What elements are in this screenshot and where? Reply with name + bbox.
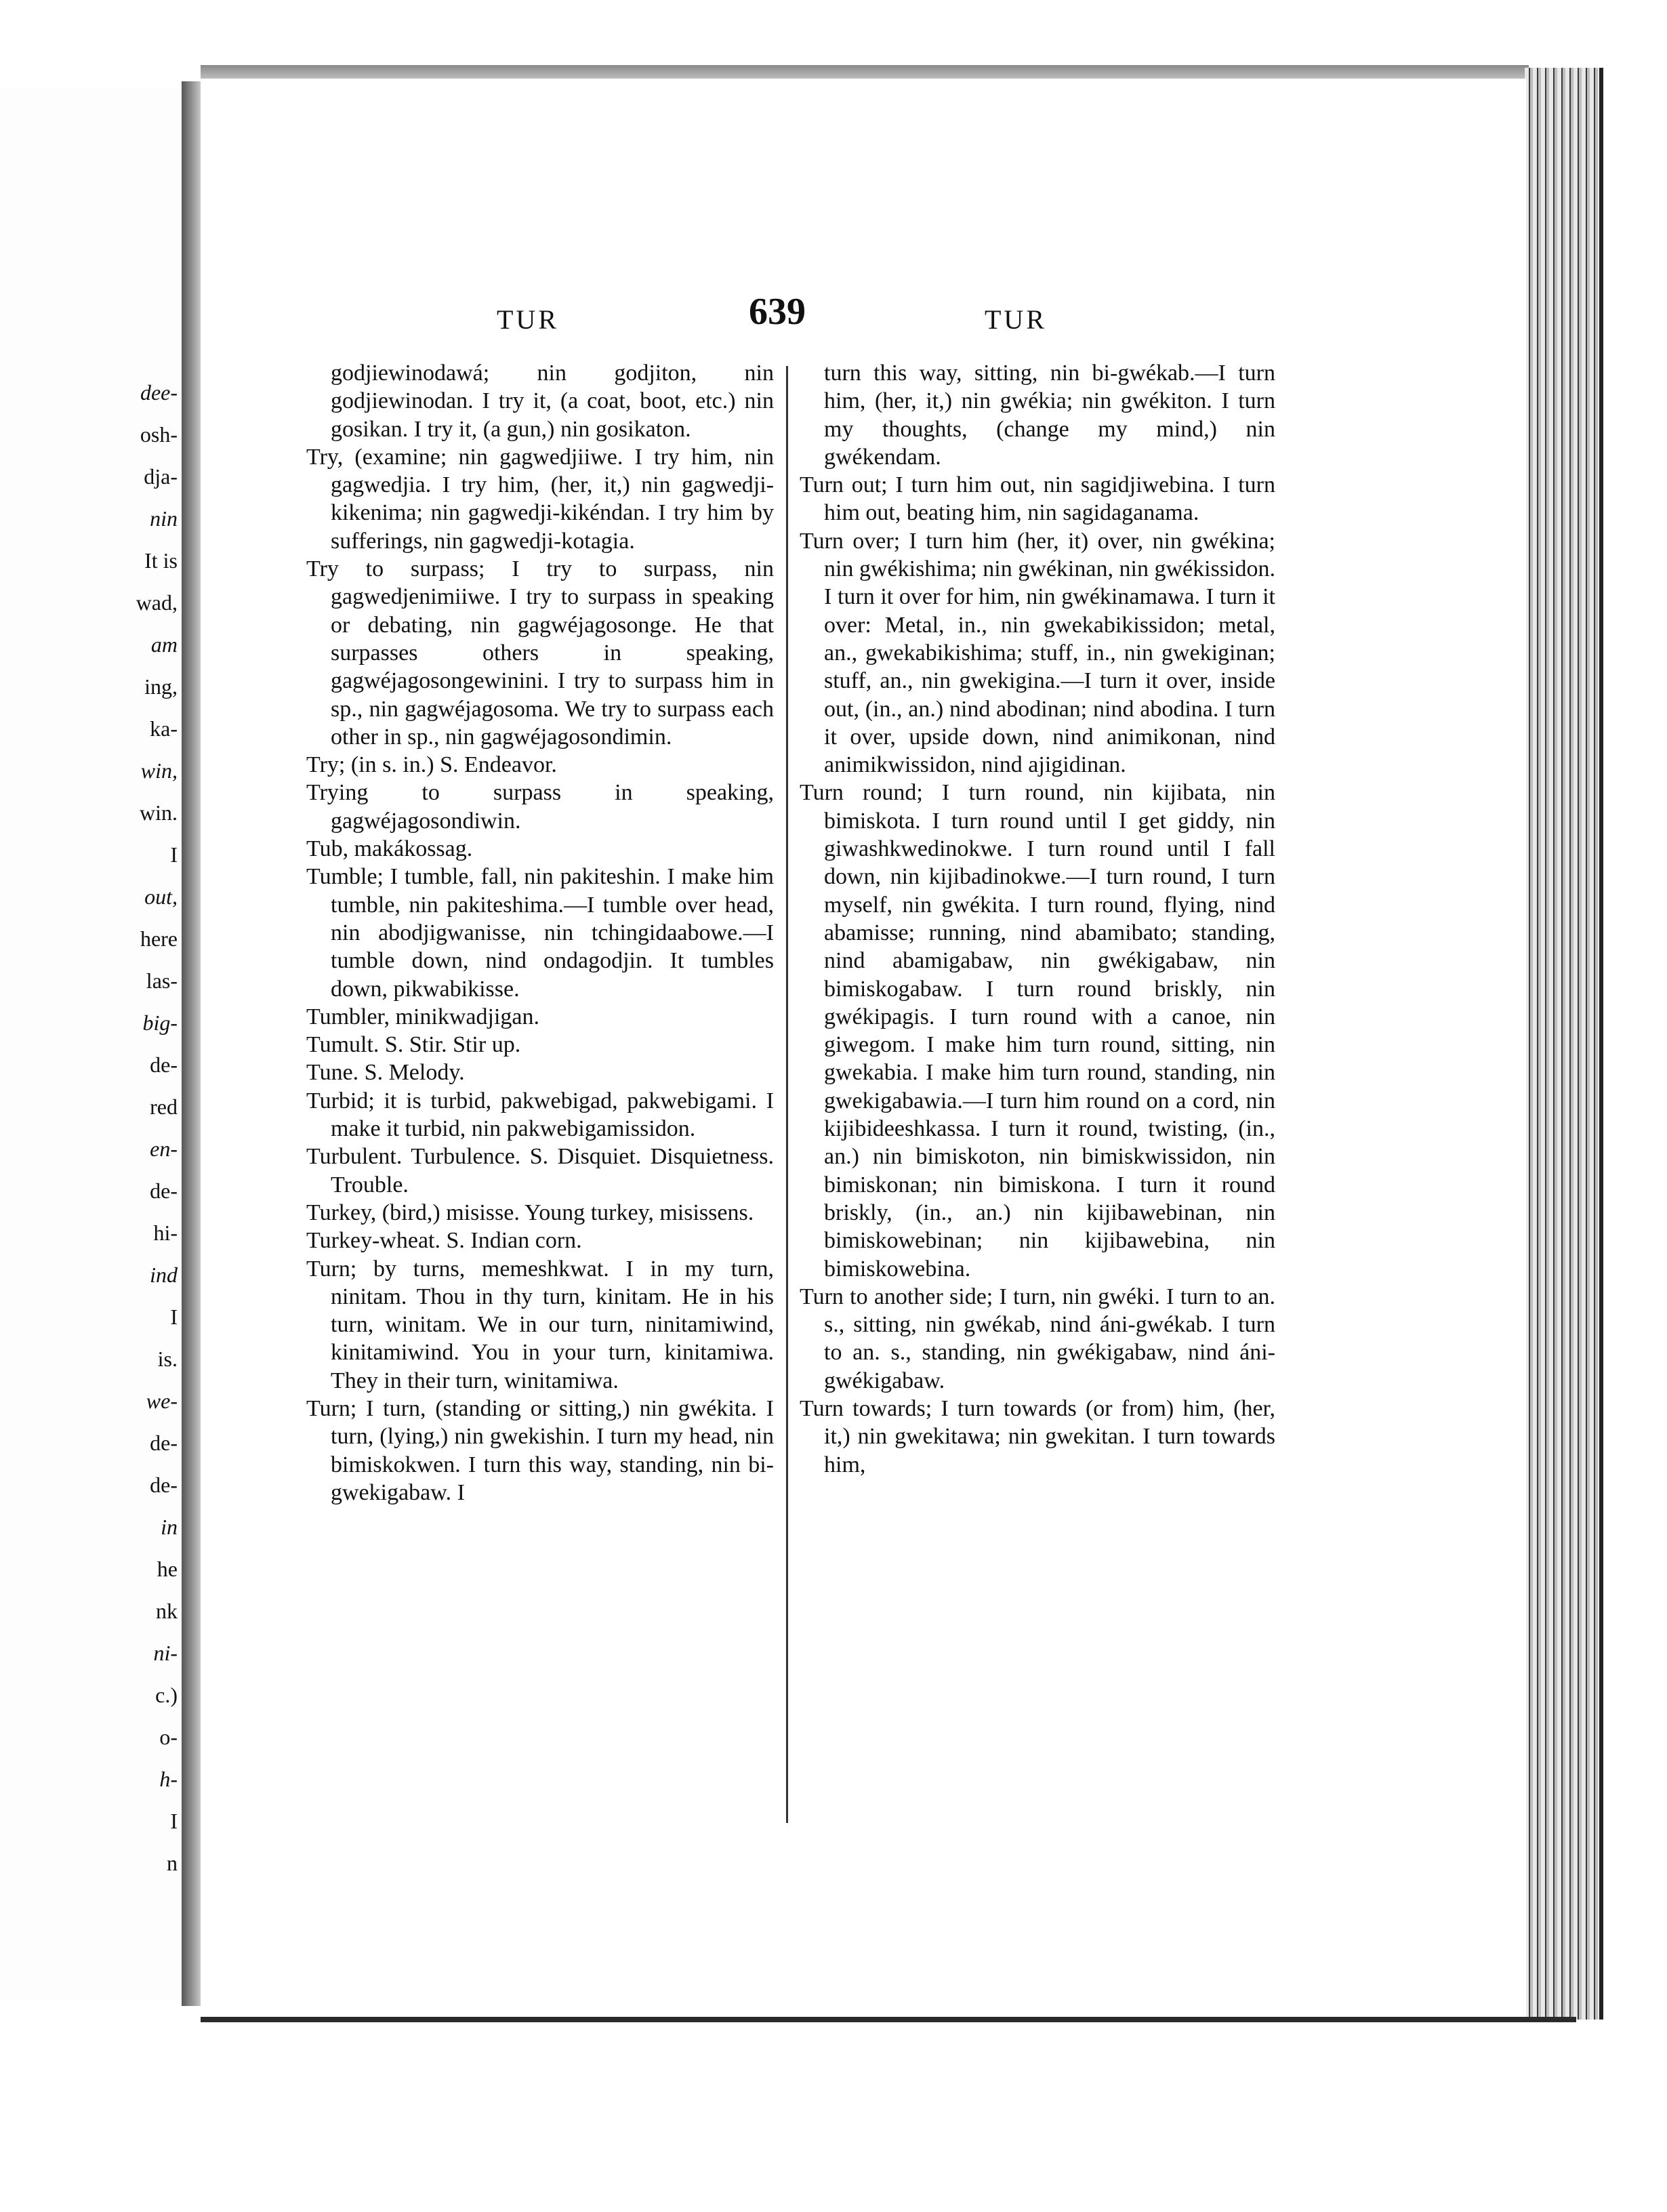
left-page-fragment: en- [150,1136,178,1161]
left-page-fragment: he [157,1557,178,1581]
dictionary-entry: Turn over; I turn him (her, it) over, nin gwékina; nin gwékishima; nin gwékinan, nin gwékissidon. I turn it over for him, nin gwékinamawa. I turn it over: Metal, in., nin gwekabikissidon; metal, an., gwekabikishima; stuff, in., nin gwekiginan; stuff, an., nin gwekigina.—I turn it over, inside out, (in., an.) nind abodinan; nind abodina. I turn it over, upside down, nind animikonan, nind animikwissidon, nind ajigidinan. [800,528,1275,778]
dictionary-entry: Turn; by turns, memeshkwat. I in my turn, ninitam. Thou in thy turn, kinitam. He in his turn, winitam. We in our turn, ninitamiwind, kinitamiwind. You in your turn, kinitamiwa. They in their turn, winitamiwa. [306,1256,774,1393]
dictionary-entry: Tune. S. Melody. [306,1060,465,1086]
dictionary-entry: Tub, makákossag. [306,836,473,862]
header-right-word: TUR [985,304,1047,335]
dictionary-entry: Trying to surpass in speaking, gagwéjagosondiwin. [306,780,774,834]
left-page-fragment: hi- [153,1221,178,1245]
left-page-fragment: I [170,842,178,867]
left-page-fragment: win, [140,758,178,783]
left-page-fragment: o- [159,1725,178,1749]
left-column [306,359,774,1507]
left-page-fragment: red [150,1094,178,1119]
dictionary-entry: Turbid; it is turbid, pakwebigad, pakwebigami. I make it turbid, nin pakwebigamissidon. [306,1088,774,1142]
left-page-fragment: ind [150,1263,178,1287]
dictionary-entry: Turkey-wheat. S. Indian corn. [306,1228,582,1254]
left-page-fragment: n [167,1851,178,1875]
left-page-fragment: osh- [140,422,178,447]
left-page-fragment: las- [146,968,178,993]
page-stack-edge [1525,68,1603,2020]
left-page-fragment: here [140,926,178,951]
left-page-fragment: win. [140,800,178,825]
left-page-fragment: I [170,1305,178,1329]
right-column [800,359,1275,1479]
dictionary-entry: Try; (in s. in.) S. Endeavor. [306,752,557,778]
left-page-fragment: c.) [155,1683,178,1707]
left-page-fragment: I [170,1809,178,1833]
left-page-fragment: big- [142,1010,178,1035]
page-bottom-edge [201,2017,1576,2022]
dictionary-entry: Turn round; I turn round, nin kijibata, nin bimiskota. I turn round until I get giddy, nin giwashkwedinokwe. I turn round until I fall down, nin kijibadinokwe.—I turn round, I turn myself, nin gwékita. I turn round, flying, nind abamisse; running, nind abamibato; standing, nind abamigabaw, nin gwékigabaw, nin bimiskogabaw. I turn round briskly, nin gwékipagis. I turn round with a canoe, nin giwegom. I make him turn round, sitting, nin gwekabia. I make him turn round, standing, nin gwekigabawia.—I turn him round on a cord, nin kijibideeshkassa. I turn it round, twisting, (in., an.) nin bimiskoton, nin bimiskwissidon, nin bimiskonan; nin bimiskona. I turn it round briskly, (in., an.) nin kijibawebinan, nin bimiskowebinan; nin kijibawebina, nin bimiskowebina. [800,780,1275,1282]
left-page-fragment: nin [150,506,178,531]
left-page-fragment: ka- [150,716,178,741]
left-page-fragment: de- [150,1473,178,1497]
left-page-fragment: wad, [136,590,178,615]
left-page-sliver [0,88,188,1999]
dictionary-entry: Try to surpass; I try to surpass, nin gagwedjenimiiwe. I try to surpass in speaking or debating, nin gagwéjagosonge. He that surpasses others in speaking, gagwéjagosongewinini. I try to surpass him in sp., nin gagwéjagosoma. We try to surpass each other in sp., nin gagwéjagosondimin. [306,556,774,750]
left-page-fragment: in [161,1515,178,1539]
dictionary-entry: Tumble; I tumble, fall, nin pakiteshin. I make him tumble, nin pakiteshima.—I tumble over head, nin abodjigwanisse, nin tchingidaabowe.—I tumble down, nind ondagodjin. It tumbles down, pikwabikisse. [306,864,774,1002]
dictionary-entry: Turbulent. Turbulence. S. Disquiet. Disquietness. Trouble. [306,1144,774,1197]
left-page-fragment: out, [144,884,178,909]
left-page-fragment: de- [150,1179,178,1203]
dictionary-entry: turn this way, sitting, nin bi-gwékab.—I turn him, (her, it,) nin gwékia; nin gwékiton. I turn my thoughts, (change my mind,) nin gwékendam. [824,361,1275,470]
left-page-fragment: is. [157,1347,178,1371]
gutter-shadow [182,81,202,2006]
dictionary-entry: Turn towards; I turn towards (or from) him, (her, it,) nin gwekitawa; nin gwekitan. I turn towards him, [800,1395,1275,1477]
column-divider [786,366,788,1823]
left-page-fragment: de- [150,1431,178,1455]
running-header [0,290,1667,351]
dictionary-entry: godjiewinodawá; nin godjiton, nin godjiewinodan. I try it, (a coat, boot, etc.) nin gosikan. I try it, (a gun,) nin gosikaton. [331,361,774,442]
left-page-fragment: ing, [144,674,178,699]
left-page-fragment: de- [150,1052,178,1077]
left-page-fragment: we- [146,1389,178,1413]
left-page-fragment: h- [159,1767,178,1791]
left-page-fragment: nk [156,1599,178,1623]
page-number: 639 [749,291,806,333]
dictionary-entry: Tumbler, minikwadjigan. [306,1004,539,1029]
left-page-fragment: dee- [140,380,178,405]
dictionary-entry: Turn; I turn, (standing or sitting,) nin gwékita. I turn, (lying,) nin gwekishin. I turn my head, nin bimiskokwen. I turn this way, standing, nin bi-gwekigabaw. I [306,1395,774,1505]
dictionary-entry: Tumult. S. Stir. Stir up. [306,1032,521,1058]
dictionary-entry: Try, (examine; nin gagwedjiiwe. I try him, nin gagwedjia. I try him, (her, it,) nin gagwedji-kikenima; nin gagwedji-kikéndan. I try him by sufferings, nin gagwedji-kotagia. [306,444,774,554]
dictionary-entry: Turn to another side; I turn, nin gwéki. I turn to an. s., sitting, nin gwékab, nind áni-gwékab. I turn to an. s., standing, nin gwékigabaw, nind áni-gwékigabaw. [800,1284,1275,1393]
dictionary-entry: Turkey, (bird,) misisse. Young turkey, misissens. [306,1200,754,1225]
header-left-word: TUR [497,304,559,335]
left-page-fragment: ni- [153,1641,178,1665]
left-page-fragment: It is [144,548,178,573]
dictionary-entry: Turn out; I turn him out, nin sagidjiwebina. I turn him out, beating him, nin sagidaganama. [800,472,1275,526]
left-page-fragment: am [150,632,178,657]
left-page-fragment: dja- [144,464,178,489]
